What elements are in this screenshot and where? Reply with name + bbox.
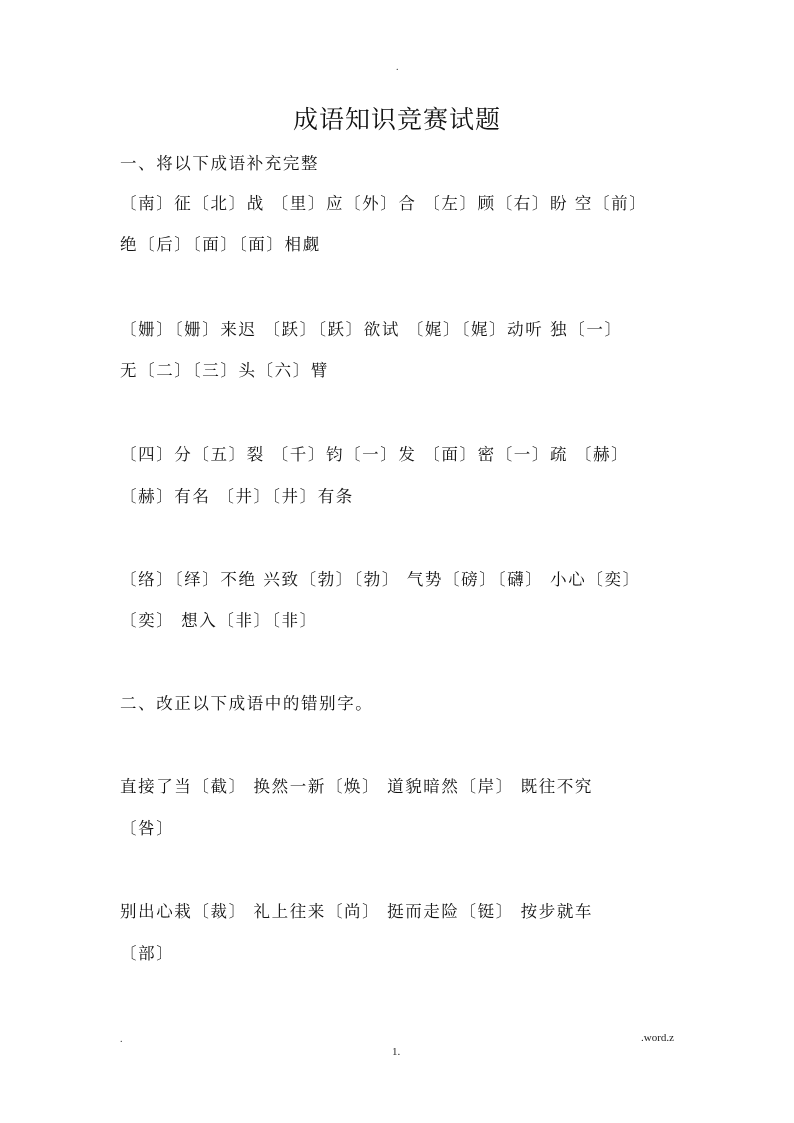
section2-line-2: 〔咎〕 bbox=[120, 819, 175, 838]
section2-line-3: 别出心栽〔裁〕 礼上往来〔尚〕 挺而走险〔铤〕 按步就车 bbox=[120, 902, 594, 921]
page-number: 1. bbox=[392, 1046, 401, 1058]
section1-heading: 一、将以下成语补充完整 bbox=[120, 154, 320, 173]
section1-line-8: 〔奕〕 想入〔非〕〔非〕 bbox=[120, 611, 318, 630]
footer-dot: . bbox=[120, 1034, 123, 1045]
section2-heading: 二、改正以下成语中的错别字。 bbox=[120, 694, 374, 713]
section2-line-1: 直接了当〔截〕 换然一新〔焕〕 道貌暗然〔岸〕 既往不究 bbox=[120, 777, 594, 796]
page-title: 成语知识竞赛试题 bbox=[292, 105, 501, 134]
section1-line-7: 〔络〕〔绎〕不绝 兴致〔勃〕〔勃〕 气势〔磅〕〔礴〕 小心〔奕〕 bbox=[120, 570, 641, 589]
section1-line-5: 〔四〕分〔五〕裂 〔千〕钧〔一〕发 〔面〕密〔一〕疏 〔赫〕 bbox=[120, 445, 630, 464]
section1-line-6: 〔赫〕有名 〔井〕〔井〕有条 bbox=[120, 487, 354, 506]
section1-line-3: 〔姗〕〔姗〕来迟 〔跃〕〔跃〕欲试 〔娓〕〔娓〕动听 独〔一〕 bbox=[120, 320, 623, 339]
section1-line-2: 绝〔后〕〔面〕〔面〕相觑 bbox=[120, 235, 321, 254]
section2-line-4: 〔部〕 bbox=[120, 944, 175, 963]
section1-line-1: 〔南〕征〔北〕战 〔里〕应〔外〕合 〔左〕顾〔右〕盼 空〔前〕 bbox=[120, 194, 648, 213]
header-dot: . bbox=[396, 62, 399, 73]
footer-word-label: .word.z bbox=[641, 1032, 674, 1044]
section1-line-4: 无〔二〕〔三〕头〔六〕臂 bbox=[120, 361, 329, 380]
